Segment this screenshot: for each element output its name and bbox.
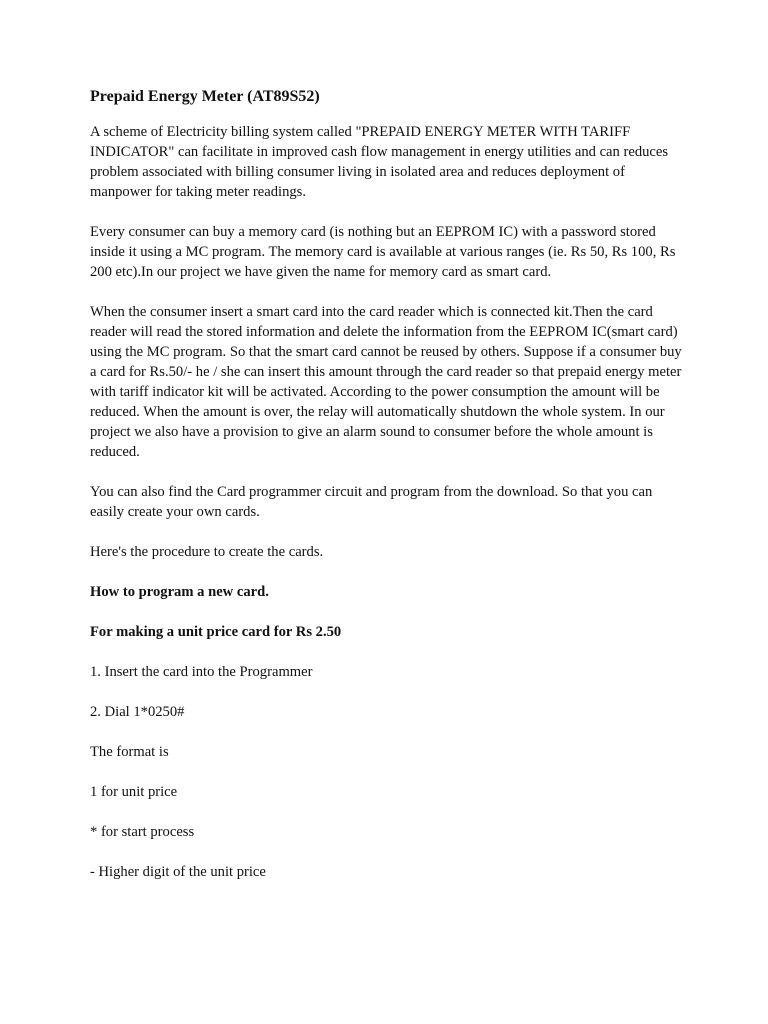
format-item-start-process: * for start process [90, 824, 195, 840]
document-page [90, 86, 682, 902]
format-item-higher-digit: - Higher digit of the unit price [90, 864, 266, 880]
step-dial-code: 2. Dial 1*0250# [90, 704, 185, 720]
paragraph-procedure: Here's the procedure to create the cards. [90, 544, 324, 560]
paragraph-intro: A scheme of Electricity billing system called "PREPAID ENERGY METER WITH TARIFF INDICATOR" can facilitate in improved cash flow management in energy utilities and can reduces problem associated with billing consumer living in isolated area and reduces deployment of manpower for taking meter readings. [90, 124, 669, 200]
format-item-unit-price: 1 for unit price [90, 784, 178, 800]
paragraph-card-reader: When the consumer insert a smart card into the card reader which is connected kit.Then the card reader will read the stored information and delete the information from the EEPROM IC(smart card) using the MC program. So that the smart card cannot be reused by others. Suppose if a consumer buy a card for Rs.50/- he / she can insert this amount through the card reader so that prepaid energy meter with tariff indicator kit will be activated. According to the power consumption the amount will be reduced. When the amount is over, the relay will automatically shutdown the whole system. In our project we also have a provision to give an alarm sound to consumer before the whole amount is reduced. [90, 304, 682, 460]
paragraph-download: You can also find the Card programmer circuit and program from the download. So that you can easily create your own cards. [90, 484, 653, 520]
heading-program-card: How to program a new card. [90, 584, 269, 600]
heading-unit-price-card: For making a unit price card for Rs 2.50 [90, 624, 342, 640]
step-insert-card: 1. Insert the card into the Programmer [90, 664, 313, 680]
document-title: Prepaid Energy Meter (AT89S52) [90, 88, 320, 105]
paragraph-memory-card: Every consumer can buy a memory card (is nothing but an EEPROM IC) with a password stored inside it using a MC program. The memory card is available at various ranges (ie. Rs 50, Rs 100, Rs 200 etc).In our project we have given the name for memory card as smart card. [90, 224, 676, 280]
format-intro: The format is [90, 744, 169, 760]
